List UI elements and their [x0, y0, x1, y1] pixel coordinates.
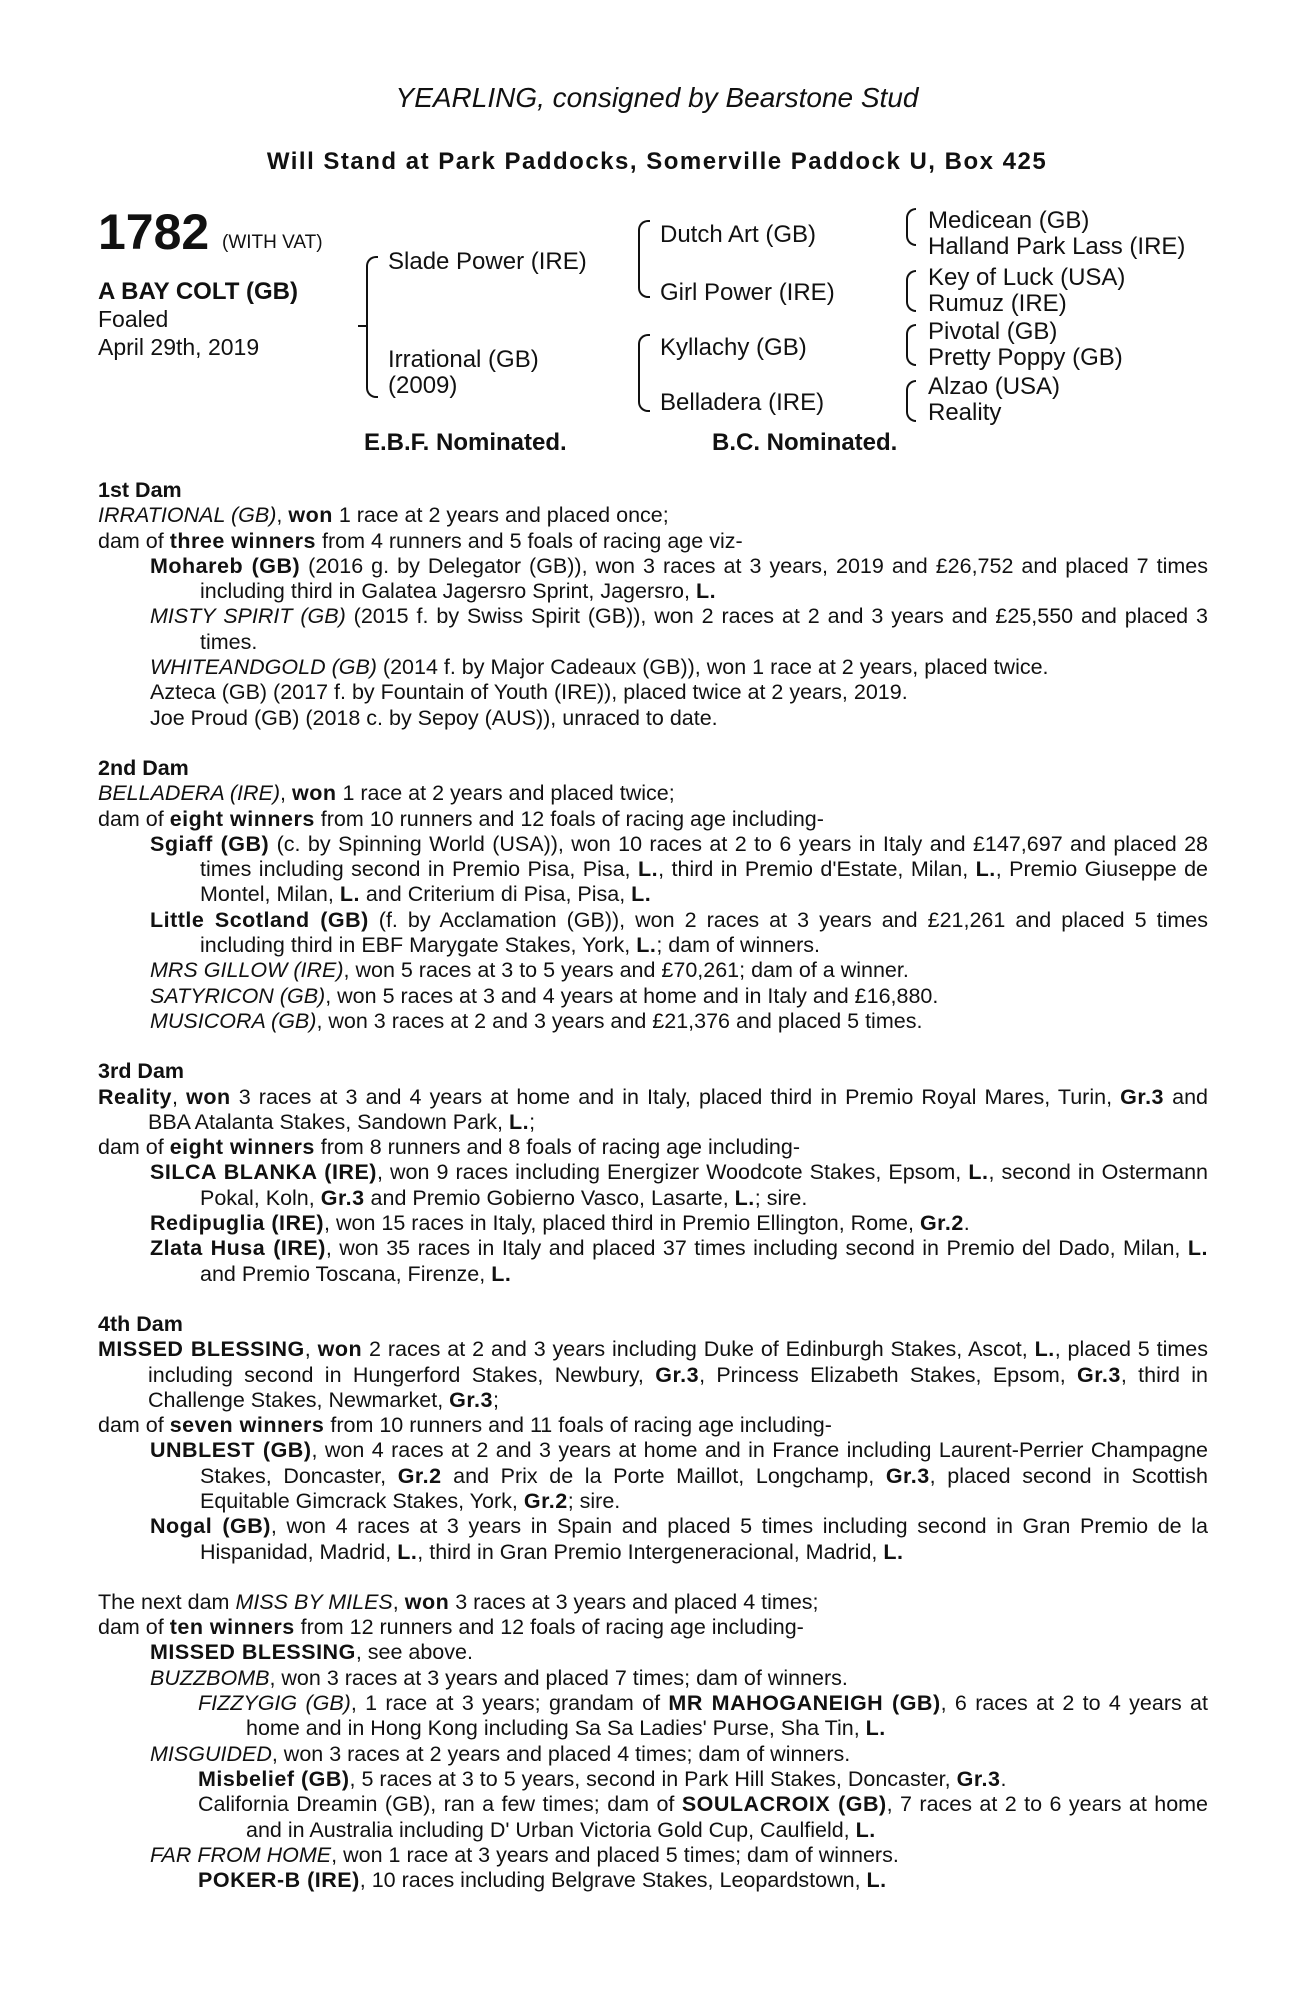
third-dam-produce: dam of eight winners from 8 runners and 8 foals of racing age including- [98, 1135, 801, 1160]
list-item: FAR FROM HOME, won 1 race at 3 years and placed 5 times; dam of winners. [150, 1842, 899, 1867]
list-item: Azteca (GB) (2017 f. by Fountain of Youth (IRE)), placed twice at 2 years, 2019. [150, 680, 908, 705]
list-item: MUSICORA (GB), won 3 races at 2 and 3 years and £21,376 and placed 5 times. [150, 1008, 923, 1033]
list-item: California Dreamin (GB), ran a few times; dam of SOULACROIX (GB), 7 races at 2 to 6 years at home and in Australia including D' Urban Victoria Gold Cup, Caulfield, L. [198, 1792, 1209, 1842]
fourth-dam-record: MISSED BLESSING, won 2 races at 2 and 3 years including Duke of Edinburgh Stakes, Ascot, L., placed 5 times including second in Hungerford Stakes, Newbury, Gr.3, Princess Elizabeth Stakes, Epsom, Gr.3, third in Challenge Stakes, Newmarket, Gr.3; [98, 1337, 1209, 1412]
g3-8: Reality [928, 399, 1002, 426]
fourth-dam-heading: 4th Dam [98, 1311, 183, 1336]
list-item: Nogal (GB), won 4 races at 3 years in Spain and placed 5 times including second in Gran Premio de la Hispanidad, Madrid, L., third in Gran Premio Intergeneracional, Madrid, L. [150, 1514, 1208, 1564]
list-item: UNBLEST (GB), won 4 races at 2 and 3 years at home and in France including Laurent-Perrier Champagne Stakes, Doncaster, Gr.2 and Prix de la Porte Maillot, Longchamp, Gr.3, placed second in Scottish Equitable Gimcrack Stakes, York, Gr.2; sire. [150, 1438, 1208, 1513]
third-dam-heading: 3rd Dam [98, 1059, 185, 1084]
list-item: MRS GILLOW (IRE), won 5 races at 3 to 5 years and £70,261; dam of a winner. [150, 958, 909, 983]
stand-location: Will Stand at Park Paddocks, Somerville Paddock U, Box 425 [266, 148, 1048, 175]
sire-dam: Girl Power (IRE) [660, 279, 835, 306]
list-item: FIZZYGIG (GB), 1 race at 3 years; grandam of MR MAHOGANEIGH (GB), 6 races at 2 to 4 years at home and in Hong Kong including Sa Sa Ladies' Purse, Sha Tin, L. [198, 1691, 1208, 1741]
lot-number: 1782 [98, 204, 210, 260]
dam: Irrational (GB) [388, 346, 539, 373]
g3-7: Alzao (USA) [928, 373, 1061, 400]
g3-3: Key of Luck (USA) [928, 264, 1126, 291]
first-dam-produce: dam of three winners from 4 runners and 5 foals of racing age viz- [98, 528, 743, 553]
g3-6: Pretty Poppy (GB) [928, 344, 1123, 371]
list-item: WHITEANDGOLD (GB) (2014 f. by Major Cadeaux (GB)), won 1 race at 2 years, placed twice. [150, 655, 1049, 680]
list-item: POKER-B (IRE), 10 races including Belgrave Stakes, Leopardstown, L. [198, 1868, 887, 1893]
list-item: Misbelief (GB), 5 races at 3 to 5 years, second in Park Hill Stakes, Doncaster, Gr.3. [198, 1766, 1007, 1791]
second-dam-produce: dam of eight winners from 10 runners and 12 foals of racing age including- [98, 806, 824, 831]
dam-dam: Belladera (IRE) [660, 389, 825, 416]
page-title: YEARLING, consigned by Bearstone Stud [395, 82, 919, 113]
horse-description: A BAY COLT (GB) [98, 278, 299, 305]
dam-year: (2009) [388, 372, 458, 399]
list-item: Sgiaff (GB) (c. by Spinning World (USA)), won 10 races at 2 to 6 years in Italy and £147,697 and placed 28 times including second in Premio Pisa, Pisa, L., third in Premio d'Estate, Milan, L., Premio Giuseppe de Montel, Milan, L. and Criterium di Pisa, Pisa, L. [150, 831, 1208, 907]
brace [906, 270, 916, 312]
brace [366, 256, 378, 398]
brace [906, 324, 916, 366]
sire: Slade Power (IRE) [388, 248, 587, 275]
foaled-date: April 29th, 2019 [98, 334, 260, 360]
brace [906, 380, 916, 422]
ebf-nomination: E.B.F. Nominated. [364, 429, 567, 456]
foaled-label: Foaled [98, 306, 169, 332]
g3-2: Halland Park Lass (IRE) [928, 233, 1186, 260]
list-item: SATYRICON (GB), won 5 races at 3 and 4 years at home and in Italy and £16,880. [150, 983, 939, 1008]
dam-sire: Kyllachy (GB) [660, 334, 807, 361]
list-item: Joe Proud (GB) (2018 c. by Sepoy (AUS)), unraced to date. [150, 705, 718, 730]
vat-label: (WITH VAT) [222, 232, 323, 253]
brace [638, 220, 650, 298]
brace-notch [358, 325, 366, 327]
list-item: Mohareb (GB) (2016 g. by Delegator (GB)), won 3 races at 3 years, 2019 and £26,752 and placed 7 times including third in Galatea Jagersro Sprint, Jagersro, L. [150, 553, 1208, 604]
first-dam-heading: 1st Dam [98, 478, 182, 502]
g3-5: Pivotal (GB) [928, 318, 1058, 345]
list-item: MISGUIDED, won 3 races at 2 years and placed 4 times; dam of winners. [150, 1741, 851, 1766]
dam-details [98, 478, 1208, 1893]
list-item: Zlata Husa (IRE), won 35 races in Italy and placed 37 times including second in Premio del Dado, Milan, L. and Premio Toscana, Firenze, L. [150, 1236, 1208, 1286]
g3-4: Rumuz (IRE) [928, 290, 1067, 317]
second-dam-heading: 2nd Dam [98, 755, 189, 780]
list-item: MISTY SPIRIT (GB) (2015 f. by Swiss Spirit (GB)), won 2 races at 2 and 3 years and £25,550 and placed 3 times. [150, 604, 1208, 654]
next-dam-produce: dam of ten winners from 12 runners and 12 foals of racing age including- [98, 1615, 804, 1640]
list-item: Redipuglia (IRE), won 15 races in Italy, placed third in Premio Ellington, Rome, Gr.2. [150, 1211, 970, 1236]
list-item: MISSED BLESSING, see above. [150, 1640, 473, 1665]
list-item: SILCA BLANKA (IRE), won 9 races including Energizer Woodcote Stakes, Epsom, L., second in Ostermann Pokal, Koln, Gr.3 and Premio Gobierno Vasco, Lasarte, L.; sire. [150, 1160, 1208, 1210]
sire-sire: Dutch Art (GB) [660, 221, 817, 248]
fourth-dam-produce: dam of seven winners from 10 runners and 11 foals of racing age including- [98, 1413, 832, 1438]
second-dam-record: BELLADERA (IRE), won 1 race at 2 years and placed twice; [98, 781, 675, 806]
g3-1: Medicean (GB) [928, 207, 1090, 234]
list-item: BUZZBOMB, won 3 races at 3 years and placed 7 times; dam of winners. [150, 1665, 848, 1690]
first-dam-record: IRRATIONAL (GB), won 1 race at 2 years and placed once; [98, 503, 669, 528]
list-item: Little Scotland (GB) (f. by Acclamation (GB)), won 2 races at 3 years and £21,261 and placed 5 times including third in EBF Marygate Stakes, York, L.; dam of winners. [150, 907, 1208, 958]
next-dam-record: The next dam MISS BY MILES, won 3 races at 3 years and placed 4 times; [98, 1589, 819, 1614]
brace [906, 208, 916, 246]
bc-nomination: B.C. Nominated. [712, 429, 898, 456]
third-dam-record: Reality, won 3 races at 3 and 4 years at home and in Italy, placed third in Premio Royal Mares, Turin, Gr.3 and BBA Atalanta Stakes, Sandown Park, L.; [98, 1084, 1208, 1134]
brace [638, 334, 650, 412]
